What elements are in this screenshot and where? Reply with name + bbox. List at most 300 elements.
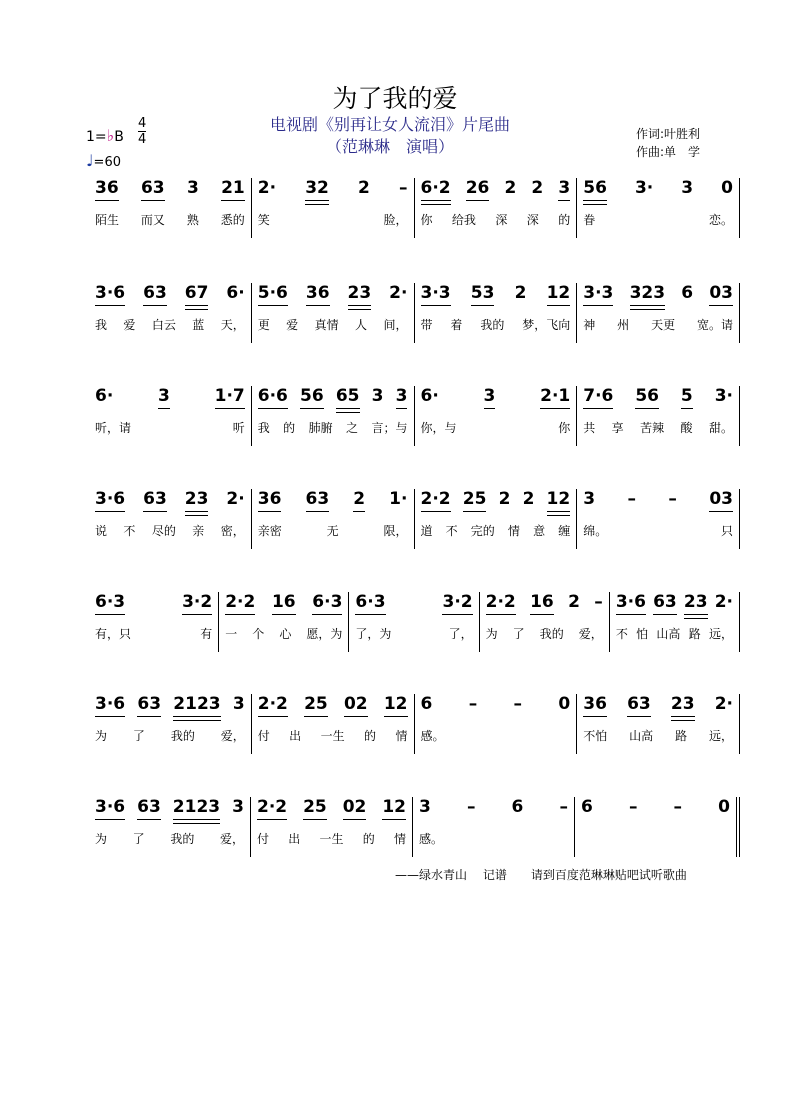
note-group: 3 — [419, 797, 431, 817]
lyric-word: 不 — [615, 627, 628, 641]
lyric-word: 了，为 — [355, 627, 392, 641]
note-group: 3 — [186, 178, 199, 198]
note-group: 3 — [396, 386, 408, 409]
note-group: 6· — [420, 386, 439, 406]
note-group: 63 — [137, 797, 161, 820]
tempo — [86, 151, 121, 173]
measure-notes — [486, 592, 603, 622]
lyric-word: 出 — [288, 832, 301, 846]
note-group: 2· — [257, 178, 277, 198]
note-group: 6· — [226, 283, 245, 303]
lyric-word: 爱， — [220, 729, 245, 743]
measure — [219, 592, 349, 652]
note-group: 03 — [709, 283, 733, 306]
lyric-word: 只 — [720, 524, 733, 538]
measure-notes — [257, 797, 406, 827]
key-label: 1= — [86, 129, 107, 145]
note-group: 2·2 — [486, 592, 516, 615]
measure — [415, 489, 578, 549]
measure — [95, 178, 252, 238]
note-group: 53 — [471, 283, 495, 306]
note-group: 0 — [718, 797, 730, 817]
lyric-word: 我的 — [480, 318, 505, 332]
measure-notes — [95, 386, 245, 416]
note-group: 1· — [389, 489, 408, 509]
note-group: 6·3 — [95, 592, 125, 615]
lyric-word: 山高 — [656, 627, 681, 641]
lyric-word: 无 — [326, 524, 339, 538]
note-group: – — [628, 797, 638, 817]
lyric-word: 了， — [448, 627, 473, 641]
lyric-word: 怕 — [636, 627, 649, 641]
measure-notes — [421, 178, 571, 208]
note-group: 5 — [681, 386, 693, 409]
measure — [413, 797, 575, 857]
lyric-word: 听，请 — [95, 421, 132, 435]
note-group: 23 — [348, 283, 372, 306]
note-group: 2 — [531, 178, 544, 198]
measure-lyrics — [95, 831, 244, 847]
lyric-word: 酸 — [680, 421, 693, 435]
note-group: 3·6 — [95, 489, 125, 512]
measure-notes — [258, 283, 408, 313]
note-group: 6·3 — [355, 592, 385, 615]
lyric-word: 愿，为 — [306, 627, 343, 641]
lyric-word: 不 — [445, 524, 458, 538]
lyric-word: 眷 — [583, 213, 596, 227]
measure-lyrics — [355, 626, 472, 642]
lyric-word: 路 — [675, 729, 688, 743]
lyric-word: 恋。 — [708, 213, 733, 227]
lyric-word: 亲 — [192, 524, 205, 538]
measure-lyrics — [95, 626, 212, 642]
note-group: 63 — [627, 694, 651, 717]
lyric-word: 我的 — [170, 729, 195, 743]
note-group: 25 — [463, 489, 487, 512]
note-group: 3 — [681, 178, 694, 198]
lyric-word: 白云 — [151, 318, 176, 332]
note-group: 12 — [384, 694, 408, 717]
note-group: 2·2 — [225, 592, 255, 615]
score-line — [95, 386, 740, 446]
lyric-word: 说 — [95, 524, 108, 538]
measure-lyrics — [421, 420, 571, 436]
lyric-word: 深 — [495, 213, 508, 227]
note-group: 21 — [221, 178, 245, 201]
lyric-word: 你 — [420, 213, 433, 227]
lyric-word: 不 — [123, 524, 136, 538]
lyric-word: 路 — [688, 627, 701, 641]
lyric-word: 真情 — [314, 318, 339, 332]
note-group: 3·2 — [442, 592, 472, 615]
lyric-word: 限， — [383, 524, 408, 538]
note-group: 3·3 — [421, 283, 451, 306]
note-group: 67 — [185, 283, 209, 306]
note-group: 12 — [382, 797, 406, 820]
measure-notes — [581, 797, 730, 827]
lyric-word: 感。 — [419, 832, 444, 846]
lyric-word: 甜。 — [708, 421, 733, 435]
note-group: 2· — [389, 283, 408, 303]
lyric-word: 梦，飞向 — [522, 318, 571, 332]
measure-notes — [616, 592, 733, 622]
lyric-word: 远， — [709, 627, 734, 641]
measure — [252, 283, 415, 343]
note-group: 0 — [721, 178, 733, 198]
measure — [252, 386, 415, 446]
lyric-word: 一 — [225, 627, 238, 641]
lyric-word: 爱， — [578, 627, 603, 641]
note-group: 1·7 — [215, 386, 245, 409]
measure — [610, 592, 740, 652]
time-bottom: 4 — [138, 132, 147, 147]
subtitle: 电视剧《别再让女人流泪》片尾曲 — [269, 115, 510, 134]
measure-lyrics — [258, 728, 408, 744]
lyric-word: 深 — [526, 213, 539, 227]
lyric-word: 的 — [362, 832, 375, 846]
composer: 作曲:单 学 — [636, 145, 701, 159]
lyric-word: 州 — [617, 318, 630, 332]
lyricist: 作词:叶胜利 — [636, 127, 701, 141]
note-group: 3·6 — [95, 694, 125, 717]
lyric-word: 我 — [257, 421, 270, 435]
note-group: 25 — [304, 694, 328, 717]
measure — [251, 797, 413, 857]
measure-notes — [421, 386, 571, 416]
measure-notes — [258, 178, 408, 208]
flat-icon: ♭ — [106, 126, 115, 145]
lyric-word: 了 — [132, 832, 145, 846]
lyric-word: 了 — [512, 627, 525, 641]
note-group: 63 — [137, 694, 161, 717]
measure — [252, 178, 415, 238]
note-group: 16 — [530, 592, 554, 615]
note-group: 2· — [714, 592, 733, 612]
measure — [95, 694, 252, 754]
measure — [577, 694, 740, 754]
measure-lyrics — [258, 317, 408, 333]
note-group: 16 — [272, 592, 296, 615]
note-group: 6 — [420, 694, 433, 714]
note-group: 63 — [653, 592, 677, 615]
measure-lyrics — [616, 626, 733, 642]
lyric-word: 为 — [95, 729, 108, 743]
measure-lyrics — [583, 212, 733, 228]
note-group: 36 — [258, 489, 282, 512]
measure — [95, 592, 219, 652]
lyric-word: 人 — [355, 318, 368, 332]
lyric-word: 付 — [257, 729, 270, 743]
lyric-word: 苦辣 — [640, 421, 665, 435]
measure-notes — [583, 178, 733, 208]
singer: （范琳琳 演唱） — [325, 137, 454, 156]
note-group: 2 — [568, 592, 580, 612]
note-group: 2 — [353, 489, 365, 512]
note-group: 03 — [709, 489, 733, 512]
note-group: 3 — [232, 797, 244, 817]
note-group: 3·2 — [182, 592, 212, 615]
note-group: – — [466, 797, 476, 817]
note-group: 2 — [358, 178, 370, 198]
note-group: 3·6 — [95, 797, 125, 820]
lyric-word: 共 — [583, 421, 596, 435]
measure-notes — [95, 592, 212, 622]
measure — [575, 797, 740, 857]
note-group: 3 — [583, 489, 596, 509]
time-signature — [138, 116, 146, 147]
lyric-word: 悉的 — [220, 213, 245, 227]
lyric-word: 更 — [257, 318, 270, 332]
lyric-word: 缠 — [558, 524, 571, 538]
measure-lyrics — [421, 212, 571, 228]
lyric-word: 一生 — [319, 832, 344, 846]
measure — [577, 283, 740, 343]
measure-lyrics — [225, 626, 342, 642]
measure-notes — [583, 694, 733, 724]
score-line — [95, 283, 740, 343]
measure-notes — [583, 489, 733, 519]
lyric-word: 情 — [507, 524, 520, 538]
lyric-word: 付 — [257, 832, 270, 846]
note-group: 23 — [185, 489, 209, 512]
measure-lyrics — [421, 728, 571, 744]
measure-lyrics — [95, 728, 245, 744]
lyric-word: 蓝 — [192, 318, 205, 332]
measure-notes — [583, 386, 733, 416]
measure-notes — [583, 283, 733, 313]
measure-notes — [421, 489, 571, 519]
lyric-word: 有 — [200, 627, 213, 641]
lyric-word: 我的 — [539, 627, 564, 641]
note-group: 6 — [511, 797, 524, 817]
note-group: – — [673, 797, 683, 817]
measure — [252, 489, 415, 549]
note-group: 3 — [158, 386, 170, 409]
score-line — [95, 797, 740, 857]
lyric-word: 为 — [485, 627, 498, 641]
score-line — [95, 694, 740, 754]
measure — [349, 592, 479, 652]
tempo-value: =60 — [93, 155, 121, 170]
lyric-word: 陌生 — [95, 213, 120, 227]
note-group: – — [627, 489, 636, 509]
lyric-word: 密， — [220, 524, 245, 538]
lyric-word: 宽。请 — [696, 318, 733, 332]
lyric-word: 一生 — [320, 729, 345, 743]
note-group: 56 — [583, 178, 607, 201]
note-group: 6 — [681, 283, 694, 303]
note-group: – — [594, 592, 603, 612]
note-group: 2·2 — [421, 489, 451, 512]
lyric-word: 不怕 — [583, 729, 608, 743]
measure — [415, 178, 578, 238]
lyric-word: 爱 — [123, 318, 136, 332]
measure — [577, 489, 740, 549]
note-group: 3 — [232, 694, 245, 714]
lyric-word: 间， — [383, 318, 408, 332]
measure-lyrics — [583, 728, 733, 744]
measure-lyrics — [95, 523, 245, 539]
note-group: 0 — [558, 694, 571, 714]
measure-notes — [258, 694, 408, 724]
measure-lyrics — [258, 212, 408, 228]
lyric-word: 心 — [279, 627, 292, 641]
lyric-word: 道 — [420, 524, 433, 538]
lyric-word: 天， — [220, 318, 245, 332]
measure-notes — [95, 178, 245, 208]
key-note: B — [114, 129, 124, 145]
lyric-word: 的 — [558, 213, 571, 227]
note-group: 6·3 — [312, 592, 342, 615]
measure-lyrics — [583, 317, 733, 333]
score-line — [95, 592, 740, 652]
note-group: 3·6 — [95, 283, 125, 306]
lyric-word: 情 — [395, 729, 408, 743]
note-group: 36 — [95, 178, 119, 201]
lyric-word: 言；与 — [371, 421, 408, 435]
measure-lyrics — [583, 420, 733, 436]
lyric-word: 感。 — [420, 729, 445, 743]
note-group: – — [559, 797, 568, 817]
lyric-word: 个 — [252, 627, 265, 641]
note-group: 56 — [300, 386, 324, 409]
lyric-word: 爱 — [286, 318, 299, 332]
lyric-word: 的 — [364, 729, 377, 743]
note-group: 3 — [558, 178, 570, 201]
footer-note: ——绿水青山 记谱 请到百度范琳琳贴吧试听歌曲 — [395, 868, 687, 882]
measure-lyrics — [258, 523, 408, 539]
note-group: 63 — [143, 489, 167, 512]
note-group: 3 — [484, 386, 496, 409]
measure-lyrics — [421, 317, 571, 333]
lyric-word: 爱， — [219, 832, 244, 846]
measure-lyrics — [257, 831, 406, 847]
lyric-word: 你，与 — [420, 421, 457, 435]
lyric-word: 熟 — [186, 213, 199, 227]
note-group: 6· — [95, 386, 114, 406]
lyric-word: 完的 — [470, 524, 495, 538]
note-group: 323 — [630, 283, 666, 306]
measure-notes — [225, 592, 342, 622]
measure — [95, 489, 252, 549]
measure-notes — [421, 694, 571, 724]
measure — [95, 386, 252, 446]
lyric-word: 给我 — [451, 213, 476, 227]
lyric-word: 绵。 — [583, 524, 608, 538]
measure — [480, 592, 610, 652]
lyric-word: 意 — [533, 524, 546, 538]
measure — [95, 283, 252, 343]
lyric-word: 出 — [289, 729, 302, 743]
note-group: 2·1 — [540, 386, 570, 409]
measure-lyrics — [421, 523, 571, 539]
note-group: 3· — [634, 178, 654, 198]
note-group: 2·2 — [258, 694, 288, 717]
measure — [252, 694, 415, 754]
note-group: 5·6 — [258, 283, 288, 306]
note-group: – — [513, 694, 523, 714]
lyric-word: 为 — [95, 832, 108, 846]
lyric-word: 我的 — [170, 832, 195, 846]
note-group: 6·2 — [421, 178, 451, 201]
measure-notes — [95, 694, 245, 724]
note-group: 2123 — [173, 694, 220, 717]
lyric-word: 而又 — [140, 213, 165, 227]
lyric-word: 远， — [708, 729, 733, 743]
note-group: 6 — [581, 797, 593, 817]
measure-notes — [421, 283, 571, 313]
measure-notes — [95, 283, 245, 313]
lyric-word: 情 — [393, 832, 406, 846]
song-title: 为了我的爱 — [332, 84, 458, 113]
note-group: 36 — [583, 694, 607, 717]
note-group: – — [668, 489, 677, 509]
note-group: 25 — [303, 797, 327, 820]
measure-lyrics — [581, 831, 730, 847]
note-group: 36 — [306, 283, 330, 306]
score-line — [95, 489, 740, 549]
note-group: 26 — [466, 178, 490, 201]
measure — [577, 386, 740, 446]
lyric-word: 肺腑 — [308, 421, 333, 435]
note-group: 2 — [504, 178, 517, 198]
lyric-word: 带 — [420, 318, 433, 332]
quarter-note-icon: ♩ — [86, 151, 94, 170]
lyric-word: 有，只 — [95, 627, 132, 641]
lyric-word: 你 — [558, 421, 571, 435]
note-group: 63 — [143, 283, 167, 306]
measure — [415, 694, 578, 754]
measure-notes — [355, 592, 472, 622]
lyric-word: 天更 — [651, 318, 676, 332]
note-group: 56 — [635, 386, 659, 409]
note-group: 2 — [498, 489, 511, 509]
lyric-word: 着 — [450, 318, 463, 332]
lyric-word: 了 — [132, 729, 145, 743]
note-group: 2123 — [173, 797, 220, 820]
measure-notes — [95, 489, 245, 519]
lyric-word: 神 — [583, 318, 596, 332]
lyric-word: 亲密 — [257, 524, 282, 538]
note-group: 63 — [141, 178, 165, 201]
note-group: 3·6 — [616, 592, 646, 615]
note-group: 65 — [336, 386, 360, 409]
note-group: 2 — [522, 489, 535, 509]
lyric-word: 笑 — [257, 213, 270, 227]
note-group: 7·6 — [583, 386, 613, 409]
note-group: 2 — [514, 283, 527, 303]
measure-lyrics — [486, 626, 603, 642]
note-group: 2·2 — [257, 797, 287, 820]
measure-notes — [258, 386, 408, 416]
measure — [577, 178, 740, 238]
note-group: – — [398, 178, 408, 198]
note-group: 2· — [226, 489, 245, 509]
note-group: 23 — [671, 694, 695, 717]
lyric-word: 之 — [346, 421, 359, 435]
key-signature — [86, 126, 124, 147]
note-group: 02 — [343, 797, 367, 820]
note-group: 6·6 — [258, 386, 288, 409]
lyric-word: 的 — [283, 421, 296, 435]
time-top: 4 — [138, 116, 147, 131]
measure — [415, 386, 578, 446]
note-group: 12 — [547, 283, 571, 306]
lyric-word: 脸， — [383, 213, 408, 227]
note-group: – — [468, 694, 478, 714]
lyric-word: 山高 — [629, 729, 654, 743]
note-group: 3· — [714, 386, 733, 406]
